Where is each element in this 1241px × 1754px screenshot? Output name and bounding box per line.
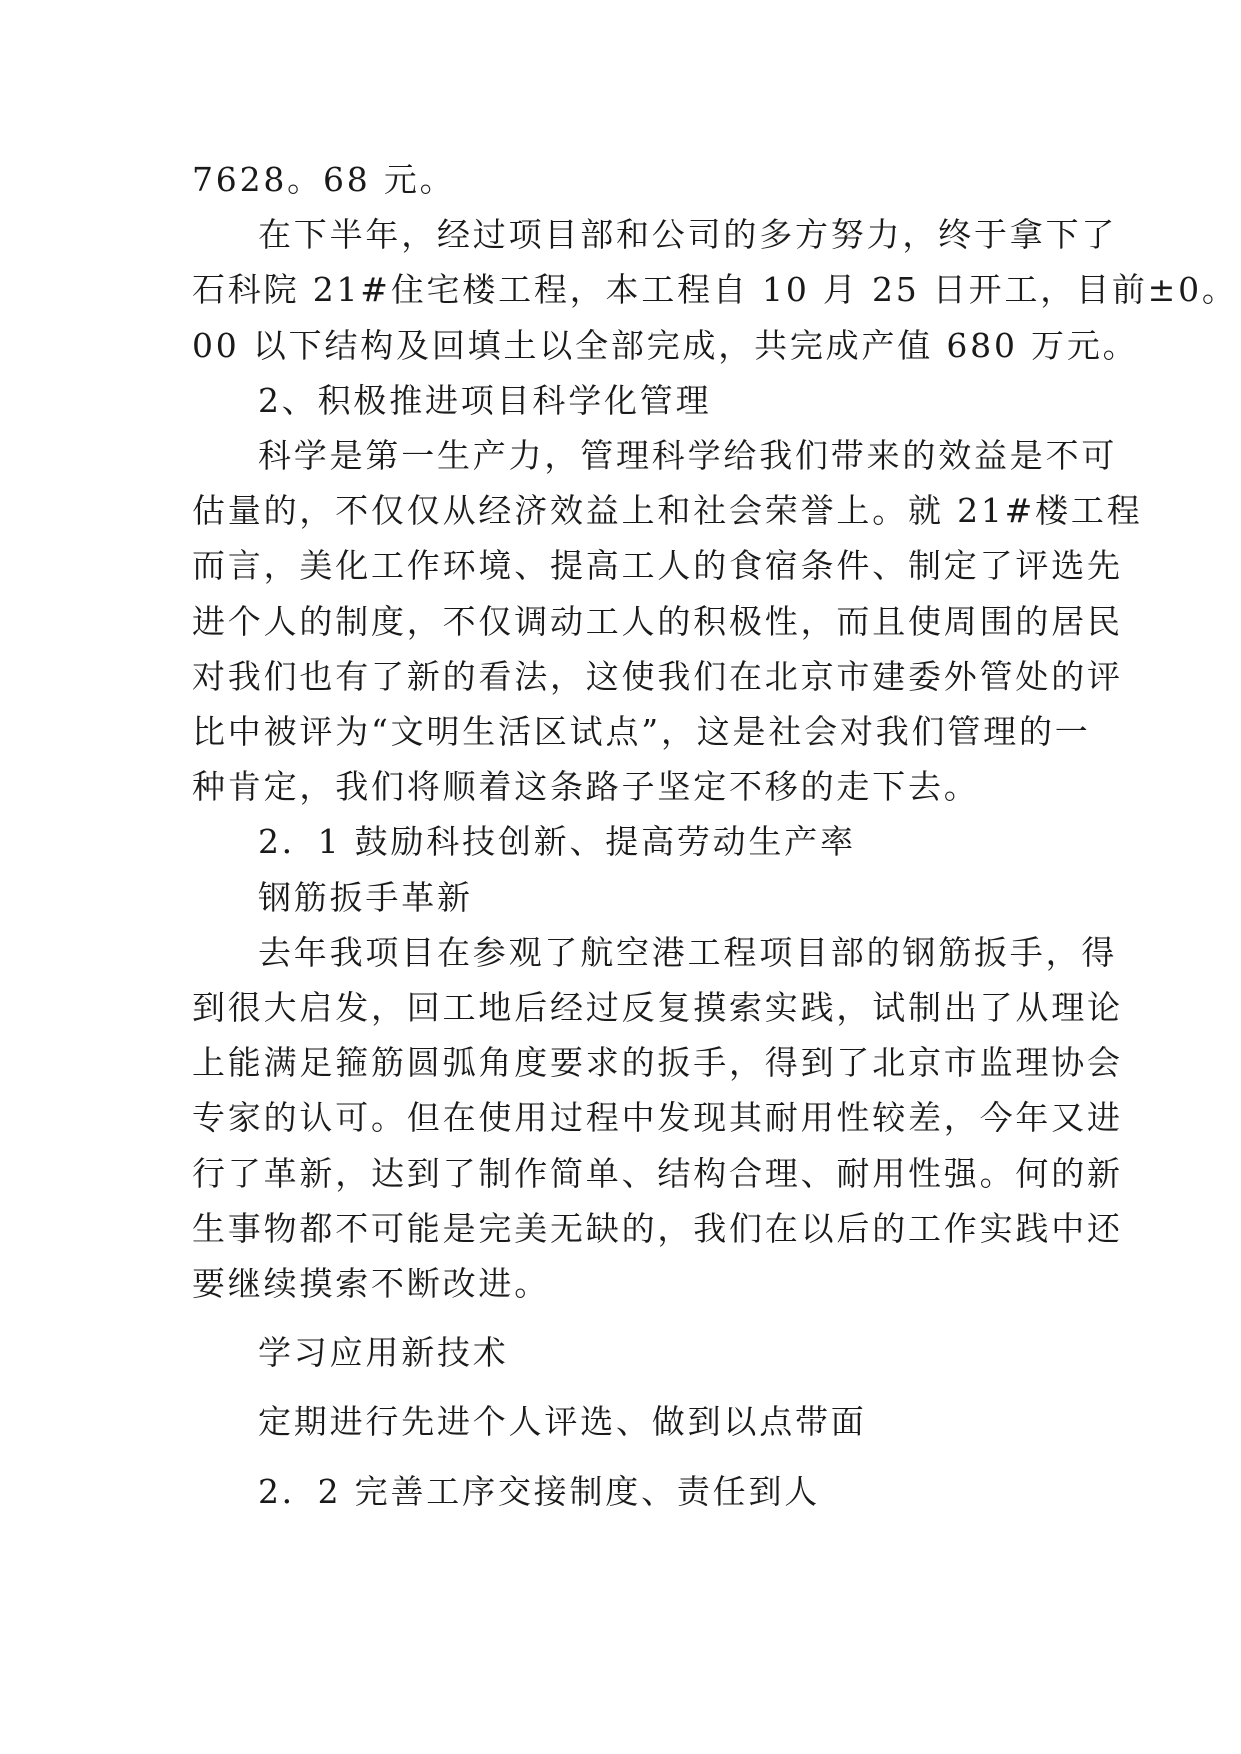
subsection-heading: 2．1 鼓励科技创新、提高劳动生产率 (258, 822, 856, 862)
item-heading: 定期进行先进个人评选、做到以点带面 (258, 1402, 867, 1442)
text-line: 到很大启发，回工地后经过反复摸索实践，试制出了从理论 (192, 988, 1123, 1028)
text-line: 估量的，不仅仅从经济效益上和社会荣誉上。就 21#楼工程 (192, 491, 1143, 531)
document-body (192, 152, 1238, 1519)
text-line: 对我们也有了新的看法，这使我们在北京市建委外管处的评 (192, 656, 1123, 696)
paragraph-gap (192, 1380, 1054, 1394)
item-heading: 学习应用新技术 (258, 1333, 509, 1373)
text-line: 专家的认可。但在使用过程中发现其耐用性较差，今年又进 (192, 1098, 1123, 1138)
text-line: 7628。68 元。 (192, 160, 456, 199)
text-line: 去年我项目在参观了航空港工程项目部的钢筋扳手，得 (258, 932, 1118, 972)
paragraph-gap (192, 1450, 1054, 1464)
text-line: 00 以下结构及回填土以全部完成，共完成产值 680 万元。 (192, 325, 1139, 365)
text-line: 行了革新，达到了制作简单、结构合理、耐用性强。何的新 (192, 1153, 1123, 1193)
text-line: 要继续摸索不断改进。 (192, 1264, 550, 1304)
text-line: 生事物都不可能是完美无缺的，我们在以后的工作实践中还 (192, 1208, 1123, 1248)
paragraph-gap (192, 1311, 1054, 1325)
text-line: 而言，美化工作环境、提高工人的食宿条件、制定了评选先 (192, 546, 1123, 586)
text-line: 在下半年，经过项目部和公司的多方努力，终于拿下了 (258, 215, 1118, 255)
text-line: 石科院 21#住宅楼工程，本工程自 10 月 25 日开工，目前±0。 (192, 270, 1238, 310)
text-line: 种肯定，我们将顺着这条路子坚定不移的走下去。 (192, 767, 980, 807)
text-line: 比中被评为“文明生活区试点”，这是社会对我们管理的一 (192, 712, 1091, 752)
text-line: 进个人的制度，不仅调动工人的积极性，而且使周围的居民 (192, 601, 1123, 641)
text-line: 科学是第一生产力，管理科学给我们带来的效益是不可 (258, 436, 1118, 476)
subsection-heading: 2．2 完善工序交接制度、责任到人 (258, 1471, 821, 1511)
text-line: 上能满足箍筋圆弧角度要求的扳手，得到了北京市监理协会 (192, 1043, 1123, 1083)
section-heading: 2、积极推进项目科学化管理 (258, 380, 712, 420)
item-heading: 钢筋扳手革新 (258, 877, 473, 917)
